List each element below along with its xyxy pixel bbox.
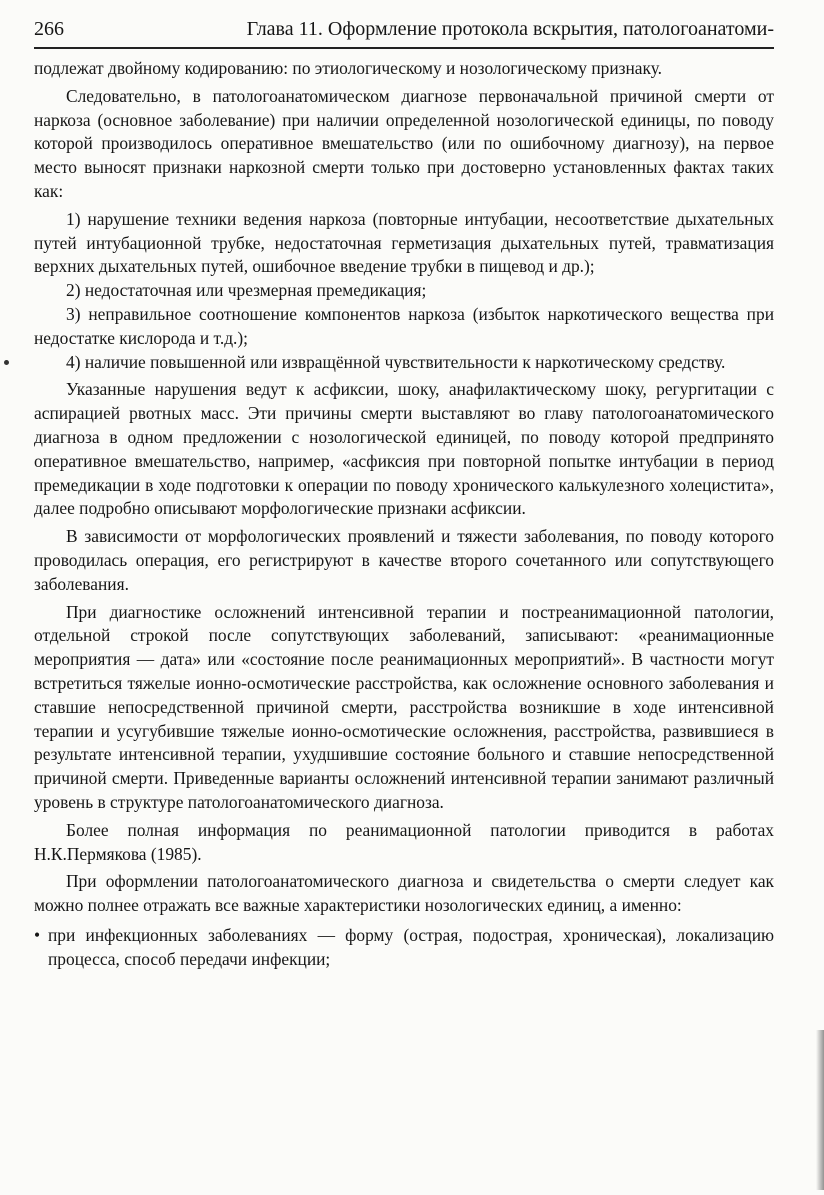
margin-dot	[4, 360, 9, 365]
list-item-2: 2) недостаточная или чрезмерная премедикация;	[66, 280, 427, 301]
paragraph-disorders: Указанные нарушения ведут к асфиксии, шоку, анафилактическому шоку, регургитации с аспирацией рвотных масс. Эти причины смерти выставляют во главу патологоанатомического диагноза в одном предложении с нозологической единицей, по поводу которой предпринято оперативное вмешательство, например, «асфиксия при повторной попытке интубации в период премедикации в ходе подготовки к операции по поводу хронического калькулезного холецистита», далее подробно описывают морфологические признаки асфиксии.	[34, 379, 774, 519]
paragraph-reference: Более полная информация по реанимационной патологии приводится в работах Н.К.Пермякова (1985).	[34, 819, 774, 864]
paragraph-continuation: подлежат двойному кодированию: по этиологическому и нозологическому признаку.	[34, 58, 663, 78]
running-header	[34, 18, 774, 49]
bullet-text: при инфекционных заболеваниях — форму (острая, подострая, хроническая), локализацию процесса, способ передачи инфекции;	[48, 924, 774, 969]
running-title: Глава 11. Оформление протокола вскрытия, патологоанатоми-	[246, 18, 774, 40]
list-item-1: 1) нарушение техники ведения наркоза (повторные интубации, несоответствие дыхательных путей интубационной трубке, недостаточная герметизация дыхательных путей, травматизация верхних дыхательных путей, ошибочное введение трубки в пищевод и др.);	[34, 208, 774, 277]
paragraph-anesthesia-death: Следовательно, в патологоанатомическом диагнозе первоначальной причиной смерти от наркоза (основное заболевание) при наличии определенной нозологической единицы, по поводу которой производилось оперативное вмешательство (или по ошибочному диагнозу), на первое место выносят признаки наркозной смерти только при достоверно установленных фактах таких как:	[34, 85, 774, 201]
list-item-3: 3) неправильное соотношение компонентов наркоза (избыток наркотического вещества при недостатке кислорода и т.д.);	[34, 303, 774, 348]
page-number: 266	[34, 18, 64, 40]
paragraph-diagnosis-formulation: При оформлении патологоанатомического диагноза и свидетельства о смерти следует как можно полнее отражать все важные характеристики нозологических единиц, а именно:	[34, 871, 774, 916]
page-edge-shadow	[816, 1030, 824, 1190]
list-item-4: 4) наличие повышенной или извращённой чувствительности к наркотическому средству.	[66, 351, 726, 372]
paragraph-severity: В зависимости от морфологических проявлений и тяжести заболевания, по поводу которого проводилась операция, его регистрируют в качестве второго сочетанного или сопутствующего заболевания.	[34, 526, 774, 594]
bullet-item-infectious	[34, 924, 774, 972]
book-page	[34, 18, 774, 971]
paragraph-intensive-therapy: При диагностике осложнений интенсивной терапии и постреанимационной патологии, отдельной строкой после сопутствующих заболеваний, записывают: «реанимационные мероприятия — дата» или «состояние после реанимационных мероприятий». В частности могут встретиться тяжелые ионно-осмотические расстройства, как осложнение основного заболевания и ставшие непосредственной причиной смерти, расстройства возникшие в ходе интенсивной терапии и усугубившие тяжелые ионно-осмотические осложнения, расстройства, развившиеся в результате интенсивной терапии, ухудшившие состояние больного и ставшие непосредственной причиной смерти. Приведенные варианты осложнений интенсивной терапии занимают различный уровень в структуре патологоанатомического диагноза.	[34, 601, 774, 812]
bullet-mark: •	[34, 924, 41, 945]
